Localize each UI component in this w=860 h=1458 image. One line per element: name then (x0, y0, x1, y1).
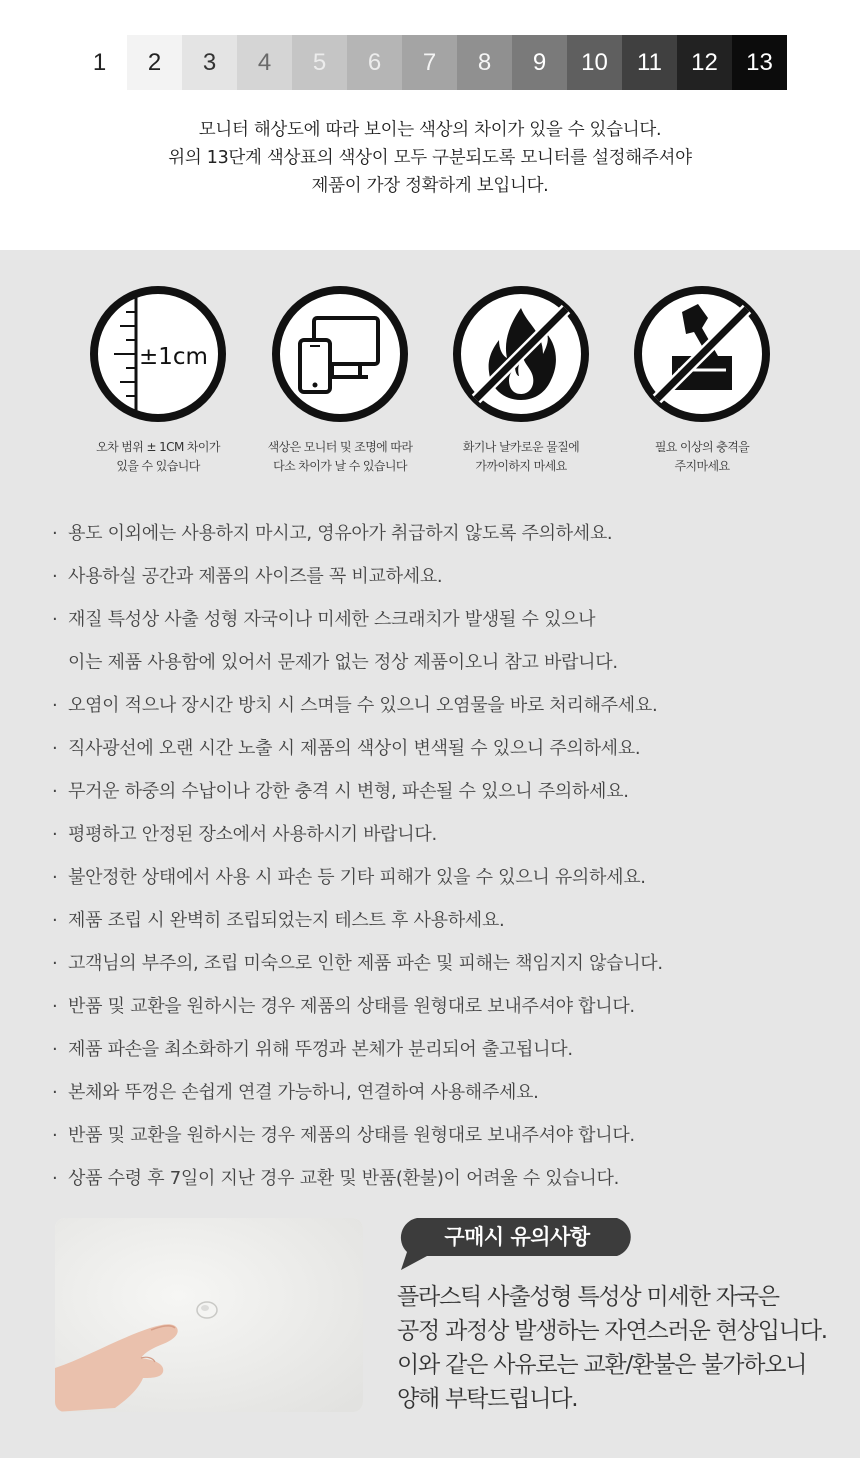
caption-line-2: 주지마세요 (674, 459, 730, 473)
caption-line-2: 있을 수 있습니다 (116, 459, 200, 473)
no-impact-icon (632, 284, 772, 424)
notice-line-2: 위의 13단계 색상표의 색상이 모두 구분되도록 모니터를 설정해주셔야 (168, 148, 692, 168)
color-swatch-5: 5 (292, 35, 347, 90)
color-swatch-8: 8 (457, 35, 512, 90)
bullet: · (52, 910, 58, 931)
tolerance-label: ±1cm (139, 344, 208, 370)
caution-item (52, 813, 832, 856)
caution-text: 오염이 적으나 장시간 방치 시 스며들 수 있으니 오염물을 바로 처리해주세요. (68, 695, 658, 716)
caption-line-1: 색상은 모니터 및 조명에 따라 (267, 440, 413, 454)
monitor-notice (0, 116, 860, 200)
caption-line-2: 다소 차이가 날 수 있습니다 (273, 459, 407, 473)
caution-text: 무거운 하중의 수납이나 강한 충격 시 변형, 파손될 수 있으니 주의하세요. (68, 781, 629, 802)
warning-caption (68, 438, 248, 476)
caution-text: 이는 제품 사용함에 있어서 문제가 없는 정상 제품이오니 참고 바랍니다. (68, 652, 618, 673)
bullet: · (52, 953, 58, 974)
bullet: · (52, 609, 58, 630)
bullet: · (52, 738, 58, 759)
warning-caption (250, 438, 430, 476)
caution-text: 제품 파손을 최소화하기 위해 뚜껑과 본체가 분리되어 출고됩니다. (68, 1039, 573, 1060)
caution-item (52, 1114, 832, 1157)
bullet: · (52, 1168, 58, 1189)
color-scale (72, 35, 787, 90)
caution-text: 반품 및 교환을 원하시는 경우 제품의 상태를 원형대로 보내주셔야 합니다. (68, 1125, 635, 1146)
purchase-note-text (397, 1280, 837, 1416)
bullet: · (52, 566, 58, 587)
color-swatch-4: 4 (237, 35, 292, 90)
caption-line-1: 화기나 날카로운 물질에 (462, 440, 580, 454)
caution-list (52, 512, 832, 1200)
caution-item (52, 1028, 832, 1071)
no-fire-icon (451, 284, 591, 424)
bullet: · (52, 781, 58, 802)
caption-line-2: 가까이하지 마세요 (475, 459, 567, 473)
color-swatch-2: 2 (127, 35, 182, 90)
caution-item (52, 942, 832, 985)
warning-item-no-fire (431, 284, 611, 476)
caution-item (52, 770, 832, 813)
purchase-note-line-3: 이와 같은 사유로는 교환/환불은 불가하오니 (397, 1352, 807, 1378)
mold-mark-photo (55, 1218, 363, 1412)
warning-item-color-difference (250, 284, 430, 476)
caution-item (52, 899, 832, 942)
monitor-phone-icon (270, 284, 410, 424)
caution-item (52, 641, 832, 684)
caution-item (52, 1157, 832, 1200)
caution-text: 직사광선에 오랜 시간 노출 시 제품의 색상이 변색될 수 있으니 주의하세요. (68, 738, 641, 759)
caution-text: 상품 수령 후 7일이 지난 경우 교환 및 반품(환불)이 어려울 수 있습니다. (68, 1168, 620, 1189)
warning-item-no-impact (612, 284, 792, 476)
color-swatch-9: 9 (512, 35, 567, 90)
caption-line-1: 필요 이상의 충격을 (654, 440, 750, 454)
purchase-note-line-1: 플라스틱 사출성형 특성상 미세한 자국은 (397, 1284, 779, 1310)
caution-item (52, 598, 832, 641)
caution-text: 재질 특성상 사출 성형 자국이나 미세한 스크래치가 발생될 수 있으나 (68, 609, 596, 630)
color-check-section (0, 0, 860, 250)
purchase-caution-badge (397, 1218, 637, 1274)
caution-item (52, 684, 832, 727)
color-swatch-11: 11 (622, 35, 677, 90)
bullet: · (52, 1039, 58, 1060)
color-swatch-13: 13 (732, 35, 787, 90)
caution-item (52, 727, 832, 770)
bullet: · (52, 996, 58, 1017)
badge-label: 구매시 유의사항 (444, 1225, 590, 1249)
bullet: · (52, 523, 58, 544)
color-swatch-10: 10 (567, 35, 622, 90)
bullet: · (52, 867, 58, 888)
caution-text: 사용하실 공간과 제품의 사이즈를 꼭 비교하세요. (68, 566, 443, 587)
color-swatch-7: 7 (402, 35, 457, 90)
caution-item (52, 856, 832, 899)
ruler-tolerance-icon (88, 284, 228, 424)
bullet: · (52, 1125, 58, 1146)
notice-line-1: 모니터 해상도에 따라 보이는 색상의 차이가 있을 수 있습니다. (198, 120, 662, 140)
caution-text: 반품 및 교환을 원하시는 경우 제품의 상태를 원형대로 보내주셔야 합니다. (68, 996, 635, 1017)
notice-line-3: 제품이 가장 정확하게 보입니다. (311, 176, 549, 196)
caution-text: 본체와 뚜껑은 손쉽게 연결 가능하니, 연결하여 사용해주세요. (68, 1082, 539, 1103)
color-swatch-6: 6 (347, 35, 402, 90)
caution-text: 불안정한 상태에서 사용 시 파손 등 기타 피해가 있을 수 있으니 유의하세요. (68, 867, 646, 888)
caption-line-1: 오차 범위 ± 1CM 차이가 (96, 440, 220, 454)
caution-text: 고객님의 부주의, 조립 미숙으로 인한 제품 파손 및 피해는 책임지지 않습니다. (68, 953, 663, 974)
caution-item (52, 512, 832, 555)
bullet: · (52, 1082, 58, 1103)
caution-item (52, 985, 832, 1028)
purchase-note-line-4: 양해 부탁드립니다. (397, 1386, 578, 1412)
finger-pointing-illustration (55, 1218, 363, 1412)
warning-caption (431, 438, 611, 476)
caution-section (0, 250, 860, 1458)
caution-text: 용도 이외에는 사용하지 마시고, 영유아가 취급하지 않도록 주의하세요. (68, 523, 613, 544)
caution-text: 평평하고 안정된 장소에서 사용하시기 바랍니다. (68, 824, 437, 845)
warning-item-size-tolerance (68, 284, 248, 476)
caution-item (52, 555, 832, 598)
bullet: · (52, 824, 58, 845)
caution-item (52, 1071, 832, 1114)
color-swatch-3: 3 (182, 35, 237, 90)
caution-text: 제품 조립 시 완벽히 조립되었는지 테스트 후 사용하세요. (68, 910, 505, 931)
color-swatch-12: 12 (677, 35, 732, 90)
warning-caption (612, 438, 792, 476)
color-swatch-1: 1 (72, 35, 127, 90)
purchase-note-line-2: 공정 과정상 발생하는 자연스러운 현상입니다. (397, 1318, 827, 1344)
bullet: · (52, 695, 58, 716)
